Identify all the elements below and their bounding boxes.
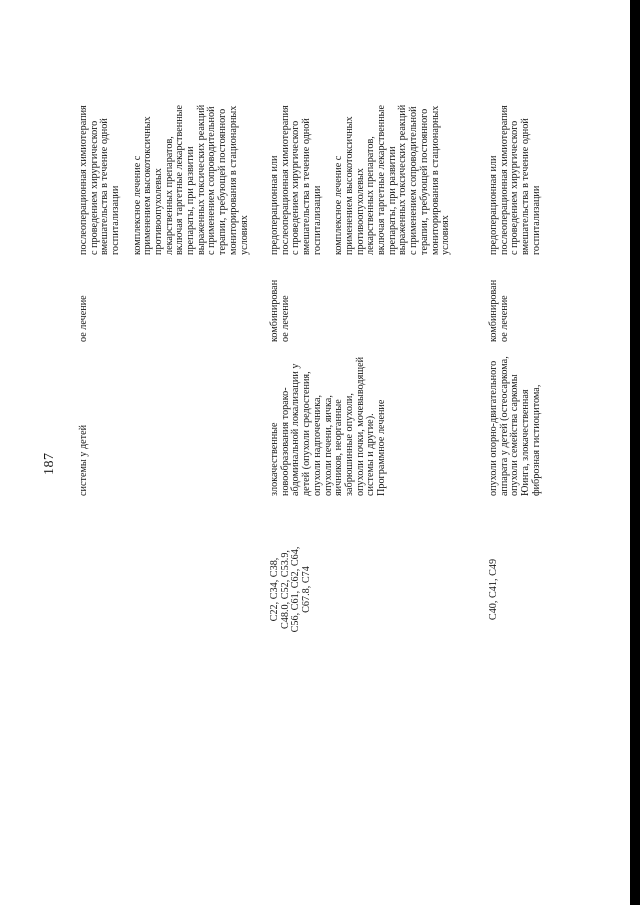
method-line: условиях [440, 215, 452, 255]
method-line: предоперационная или [488, 155, 499, 255]
method-line: условиях [238, 215, 250, 255]
row2-codes: C40, C41, C49 [488, 558, 499, 621]
method-line: с проведением хирургического [88, 120, 100, 255]
method-line: госпитализации [110, 185, 122, 255]
method-line: вмешательства в течение одной [520, 118, 532, 255]
method-line: включая таргетные лекарственные [376, 104, 388, 255]
method-line: выраженных токсических реакций [195, 104, 207, 255]
method-line: послеоперационная химиотерапия [498, 105, 510, 255]
row2-method [489, 105, 543, 255]
method-line: противоопухолевых [152, 168, 164, 255]
method-line: послеоперационная химиотерапия [78, 105, 89, 255]
method-line: комплексное лечение с [333, 155, 345, 255]
method-line: терапии, требующей постоянного [217, 108, 229, 255]
method-line: препараты, при развитии [386, 146, 398, 255]
method-line: предоперационная или [269, 155, 280, 255]
method-line: применением высокотоксичных [343, 116, 355, 255]
row1-diagnosis: злокачественные новообразования торако- абдоминальной локализации у детей (опухоли средостения, опухоли надпочечника, опухоли печени, яичка, яичников, неорганные забрюшинные опухоли, опухоли почки, мочевыводящей системы и другие). Программное лечение [269, 356, 388, 496]
method-line: противоопухолевых [354, 168, 366, 255]
row2-treatment-type: комбинирован ое лечение [488, 279, 510, 342]
page-number: 187 [42, 452, 57, 475]
row1-method [270, 105, 452, 255]
continuation-treatment-type: ое лечение [78, 295, 89, 342]
row1-treatment-type: комбинирован ое лечение [269, 279, 291, 342]
method-line: мониторирования в стационарных [429, 105, 441, 255]
method-line: вмешательства в течение одной [301, 118, 313, 255]
method-line: с применением сопроводительной [408, 106, 420, 255]
method-line: госпитализации [311, 185, 323, 255]
method-line: послеоперационная химиотерапия [279, 105, 291, 255]
method-line: с применением сопроводительной [206, 106, 218, 255]
row2-diagnosis: опухоли опорно-двигательного аппарата у детей (остеосаркома, опухоли семейства саркомы Юинга, злокачественная фиброзная гистиоцитома, [488, 356, 542, 496]
method-line: лекарственных препаратов, [365, 136, 377, 255]
method-line: препараты, при развитии [185, 146, 197, 255]
method-line: выраженных токсических реакций [397, 104, 409, 255]
method-line: госпитализации [530, 185, 542, 255]
method-line: терапии, требующей постоянного [418, 108, 430, 255]
method-line: мониторирования в стационарных [227, 105, 239, 255]
method-line: комплексное лечение с [131, 155, 143, 255]
method-line: вмешательства в течение одной [99, 118, 111, 255]
method-line: с проведением хирургического [290, 120, 302, 255]
method-line: лекарственных препаратов, [163, 136, 175, 255]
row1-codes: C22, C34, C38, C48.0, C52, C53.9, C56, C61, C62, C64, C67.8, C74 [269, 546, 313, 633]
method-line: применением высокотоксичных [142, 116, 154, 255]
continuation-method [79, 105, 250, 255]
continuation-diagnosis: системы у детей [78, 424, 89, 496]
method-line: включая таргетные лекарственные [174, 104, 186, 255]
method-line: с проведением хирургического [509, 120, 521, 255]
